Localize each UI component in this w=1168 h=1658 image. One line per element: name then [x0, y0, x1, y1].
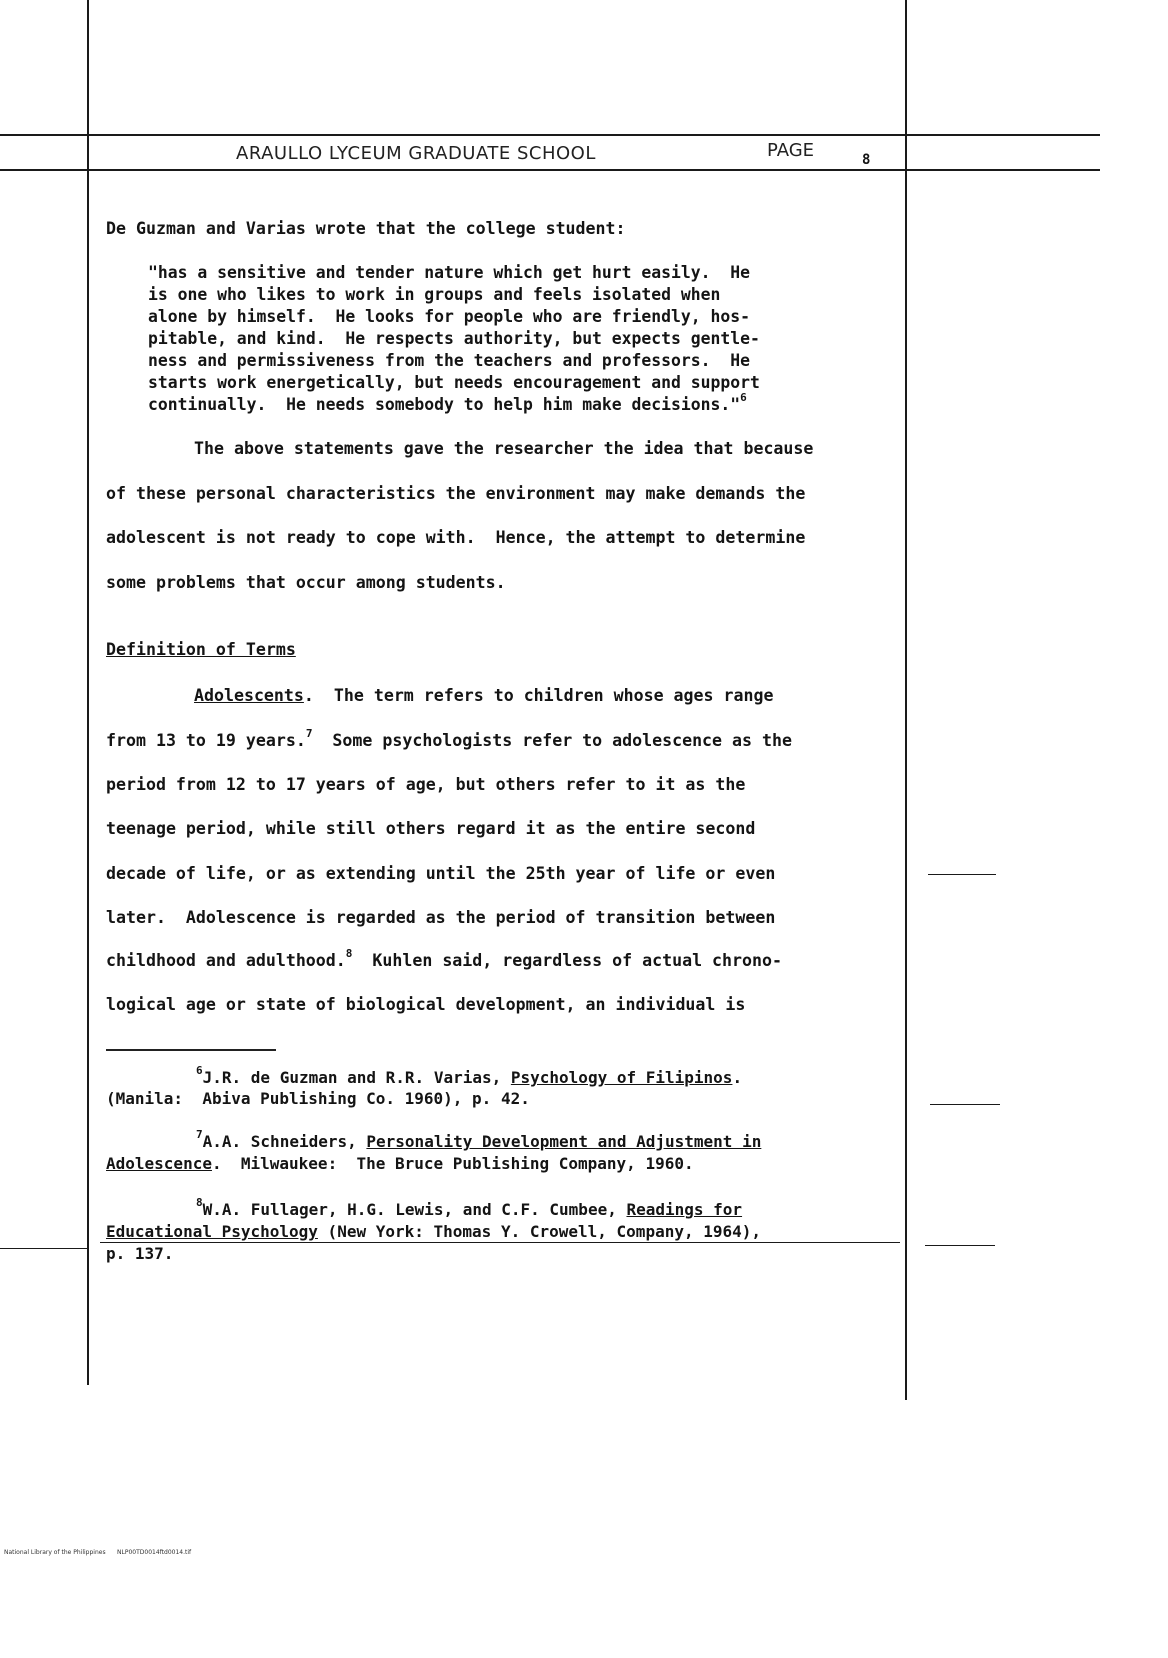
quote-line-text: continually. He needs somebody to help him make decisions.": [148, 395, 741, 414]
footnote-ref-7: 7: [305, 727, 313, 740]
footnote-7-line-2: [106, 1154, 694, 1173]
footnote-text: . Milwaukee: The Bruce Publishing Company, 1960.: [211, 1154, 694, 1173]
intro-line: De Guzman and Varias wrote that the college student:: [106, 219, 626, 238]
paragraph-line: logical age or state of biological development, an individual is: [106, 995, 746, 1014]
definition-text: childhood and adulthood.: [106, 951, 346, 970]
footnote-ref-6: 6: [740, 391, 747, 404]
margin-tick-right-3: [925, 1245, 995, 1246]
margin-tick-left: [0, 1248, 88, 1249]
footnote-7-line-1: [196, 1128, 762, 1151]
margin-tick-right-1: [928, 874, 996, 875]
footnote-number: 7: [196, 1128, 203, 1141]
book-title: Psychology of Filipinos: [510, 1068, 733, 1087]
paragraph-line: of these personal characteristics the environment may make demands the: [106, 484, 806, 503]
footnote-number: 6: [196, 1064, 203, 1077]
school-name: ARAULLO LYCEUM GRADUATE SCHOOL: [236, 143, 596, 164]
footnote-8-line-1: [196, 1196, 743, 1219]
footnote-6-line-1: [196, 1064, 743, 1087]
footnote-text: W.A. Fullager, H.G. Lewis, and C.F. Cumbee,: [202, 1200, 627, 1219]
book-title: Personality Development and Adjustment in: [366, 1132, 762, 1151]
scan-footer: [4, 1549, 191, 1556]
footer-filename: NLP00TD0014ftd0014.tif: [117, 1549, 192, 1556]
quote-line: is one who likes to work in groups and feels isolated when: [148, 285, 721, 304]
definition-text: Some psychologists refer to adolescence as the: [312, 731, 792, 750]
paragraph-line: teenage period, while still others regard it as the entire second: [106, 819, 756, 838]
paragraph-line: adolescent is not ready to cope with. Hence, the attempt to determine: [106, 528, 806, 547]
quote-line: starts work energetically, but needs encouragement and support: [148, 373, 760, 392]
quote-line: pitable, and kind. He respects authority, but expects gentle-: [148, 329, 760, 348]
footer-library: National Library of the Philippines: [4, 1549, 106, 1556]
footnote-text: J.R. de Guzman and R.R. Varias,: [202, 1068, 511, 1087]
paragraph-line: The above statements gave the researcher the idea that because: [194, 439, 814, 458]
definition-text: Kuhlen said, regardless of actual chrono-: [352, 951, 782, 970]
definition-text: from 13 to 19 years.: [106, 731, 306, 750]
footnote-6-line-2: (Manila: Abiva Publishing Co. 1960), p. 42.: [106, 1089, 530, 1108]
book-title: Educational Psychology: [106, 1222, 318, 1241]
footnote-separator: [106, 1049, 276, 1051]
quote-line: alone by himself. He looks for people who are friendly, hos-: [148, 307, 750, 326]
paragraph-line: period from 12 to 17 years of age, but others refer to it as the: [106, 775, 746, 794]
footnote-ref-8: 8: [345, 947, 353, 960]
paragraph-line: later. Adolescence is regarded as the period of transition between: [106, 908, 776, 927]
page-label: PAGE: [767, 140, 815, 161]
definition-line-7: [106, 947, 782, 970]
page-number: 8: [862, 152, 871, 168]
footnote-8-line-3: p. 137.: [106, 1244, 174, 1263]
quote-line: "has a sensitive and tender nature which get hurt easily. He: [148, 263, 750, 282]
definition-line-2: [106, 727, 792, 750]
section-heading: Definition of Terms: [106, 640, 296, 659]
footnote-text: .: [732, 1068, 743, 1087]
footnote-text: A.A. Schneiders,: [202, 1132, 367, 1151]
margin-tick-right-2: [930, 1104, 1000, 1105]
left-margin-rule: [87, 0, 89, 1385]
paragraph-line: some problems that occur among students.: [106, 573, 506, 592]
paragraph-line: decade of life, or as extending until the 25th year of life or even: [106, 864, 776, 883]
quote-line-last: [148, 391, 747, 414]
right-margin-rule: [905, 0, 907, 1400]
definition-text: . The term refers to children whose ages range: [303, 686, 774, 705]
book-title: Readings for: [626, 1200, 743, 1219]
footnote-8-line-2: [106, 1222, 761, 1241]
footnote-number: 8: [196, 1196, 203, 1209]
quote-line: ness and permissiveness from the teachers and professors. He: [148, 351, 750, 370]
footnote-text: (New York: Thomas Y. Crowell, Company, 1964),: [317, 1222, 762, 1241]
header-bottom-rule: [0, 169, 1100, 171]
header-top-rule: [0, 134, 1100, 136]
definition-line-1: [194, 686, 773, 705]
defined-term: Adolescents: [194, 686, 304, 705]
book-title: Adolescence: [106, 1154, 212, 1173]
footnote-bottom-rule: [100, 1242, 900, 1243]
